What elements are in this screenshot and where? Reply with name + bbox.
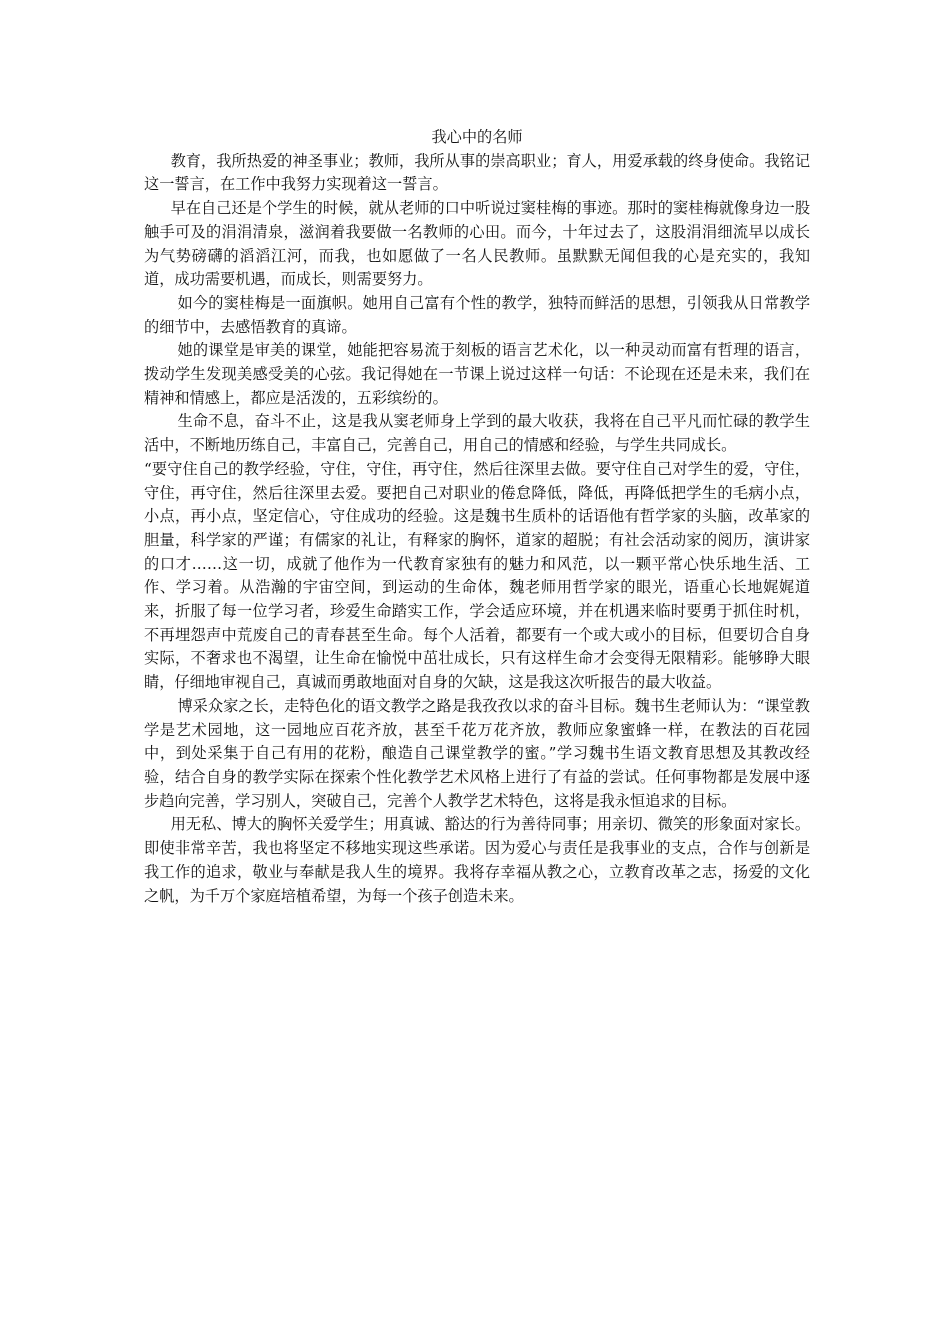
paragraph-7: 博采众家之长，走特色化的语文教学之路是我孜孜以求的奋斗目标。魏书生老师认为：“课堂教学是艺术园地，这一园地应百花齐放，甚至千花万花齐放，教师应象蜜蜂一样，在教法的百花园中，到处采集于自己有用的花粉，酿造自己课堂教学的蜜。”学习魏书生语文教育思想及其教改经验，结合自身的教学实际在探索个性化教学艺术风格上进行了有益的尝试。任何事物都是发展中逐步趋向完善，学习别人，突破自己，完善个人教学艺术特色，这将是我永恒追求的目标。 <box>144 696 810 810</box>
paragraph-5: 生命不息，奋斗不止，这是我从窦老师身上学到的最大收获，我将在自己平凡而忙碌的教学生活中，不断地历练自己，丰富自己，完善自己，用自己的情感和经验，与学生共同成长。 <box>144 412 810 455</box>
paragraph-4: 她的课堂是审美的课堂，她能把容易流于刻板的语言艺术化，以一种灵动而富有哲理的语言，拨动学生发现美感受美的心弦。我记得她在一节课上说过这样一句话：不论现在还是未来，我们在精神和情感上，都应是活泼的，五彩缤纷的。 <box>144 341 810 407</box>
paragraph-2: 早在自己还是个学生的时候，就从老师的口中听说过窦桂梅的事迹。那时的窦桂梅就像身边一股触手可及的涓涓清泉，滋润着我要做一名教师的心田。而今，十年过去了，这股涓涓细流早以成长为气势磅礴的滔滔江河，而我，也如愿做了一名人民教师。虽默默无闻但我的心是充实的，我知道，成功需要机遇，而成长，则需要努力。 <box>144 199 810 289</box>
paragraph-8: 用无私、博大的胸怀关爱学生；用真诚、豁达的行为善待同事；用亲切、微笑的形象面对家长。即使非常辛苦，我也将坚定不移地实现这些承诺。因为爱心与责任是我事业的支点，合作与创新是我工作的追求，敬业与奉献是我人生的境界。我将存幸福从教之心，立教育改革之志，扬爱的文化之帆，为千万个家庭培植希望，为每一个孩子创造未来。 <box>144 815 810 905</box>
document-title: 我心中的名师 <box>431 128 523 146</box>
paragraph-1: 教育，我所热爱的神圣事业；教师，我所从事的崇高职业；育人，用爱承载的终身使命。我铭记这一誓言，在工作中我努力实现着这一誓言。 <box>144 151 810 194</box>
paragraph-6: “要守住自己的教学经验，守住，守住，再守住，然后往深里去做。要守住自己对学生的爱，守住，守住，再守住，然后往深里去爱。要把自己对职业的倦怠降低，降低，再降低把学生的毛病小点，小点，再小点，坚定信心，守住成功的经验。这是魏书生质朴的话语他有哲学家的头脑，改革家的胆量，科学家的严谨；有儒家的礼让，有释家的胸怀，道家的超脱；有社会活动家的阅历，演讲家的口才……这一切，成就了他作为一代教育家独有的魅力和风范，以一颗平常心快乐地生活、工作、学习着。从浩瀚的宇宙空间，到运动的生命体，魏老师用哲学家的眼光，语重心长地娓娓道来，折服了每一位学习者，珍爱生命踏实工作，学会适应环境，并在机遇来临时要勇于抓住时机，不再埋怨声中荒废自己的青春甚至生命。每个人活着，都要有一个或大或小的目标，但要切合自身实际，不奢求也不渴望，让生命在愉悦中茁壮成长，只有这样生命才会变得无限精彩。能够睁大眼睛，仔细地审视自己，真诚而勇敢地面对自身的欠缺，这是我这次听报告的最大收益。 <box>144 459 810 692</box>
document-body <box>144 126 810 908</box>
paragraph-3: 如今的窦桂梅是一面旗帜。她用自己富有个性的教学，独特而鲜活的思想，引领我从日常教学的细节中，去感悟教育的真谛。 <box>144 293 810 336</box>
